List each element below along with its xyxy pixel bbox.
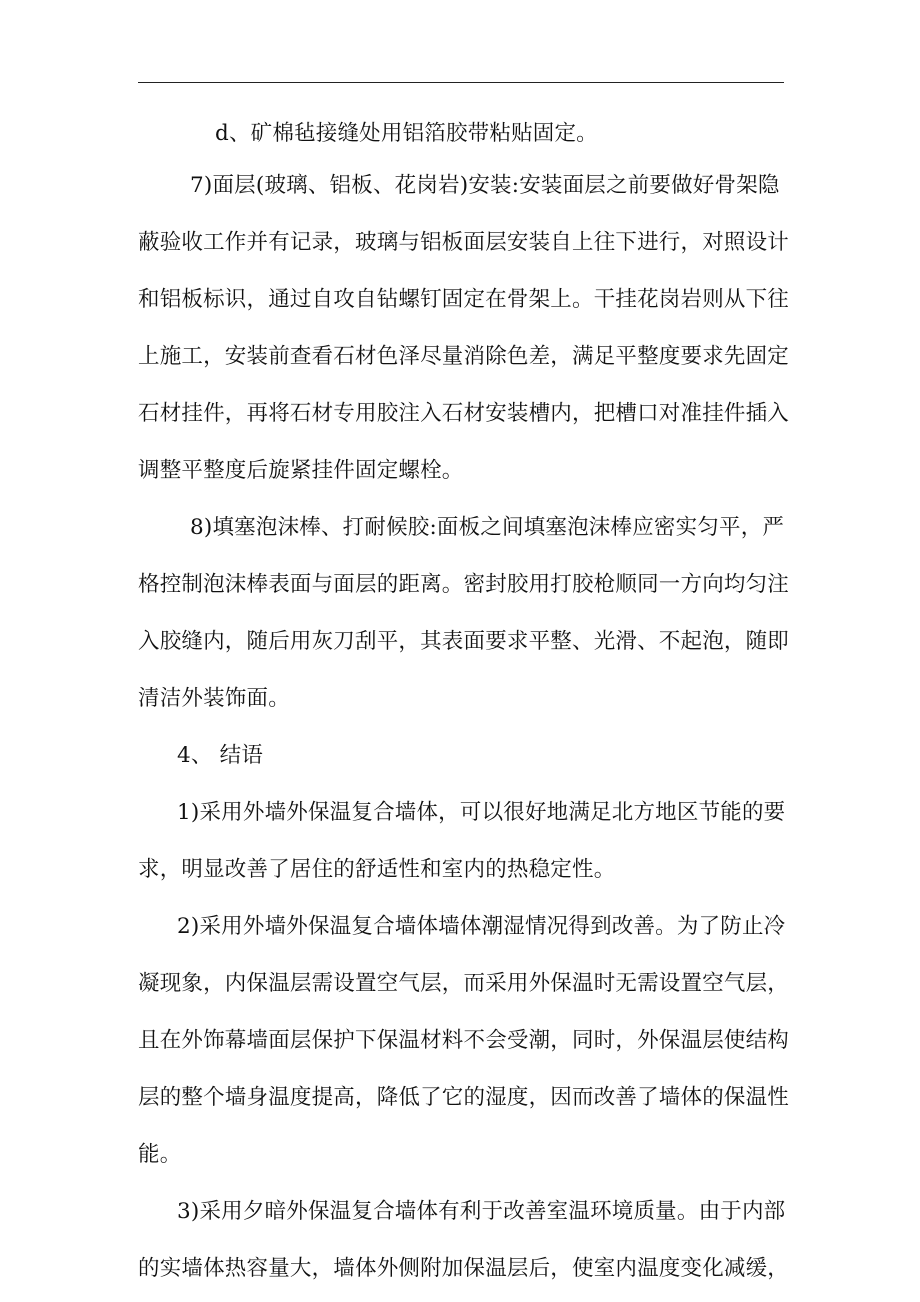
text-line: 清洁外装饰面。: [138, 686, 290, 711]
text-line: d、矿棉毡接缝处用铝箔胶带粘贴固定。: [215, 121, 598, 146]
text-line: 和铝板标识，通过自攻自钻螺钉固定在骨架上。干挂花岗岩则从下往: [138, 287, 790, 312]
text-line: 凝现象，内保温层需设置空气层，而采用外保温时无需设置空气层，: [138, 971, 790, 996]
text-line: 8)填塞泡沫棒、打耐候胶:面板之间填塞泡沫棒应密实匀平，严: [190, 515, 785, 540]
text-line: 求，明显改善了居住的舒适性和室内的热稳定性。: [138, 857, 616, 882]
header-rule: [138, 82, 784, 83]
text-line: 蔽验收工作并有记录，玻璃与铝板面层安装自上往下进行，对照设计: [138, 230, 790, 255]
text-line: 2)采用外墙外保温复合墙体墙体潮湿情况得到改善。为了防止冷: [177, 914, 786, 939]
text-line: 调整平整度后旋紧挂件固定螺栓。: [138, 458, 464, 483]
text-line: 入胶缝内，随后用灰刀刮平，其表面要求平整、光滑、不起泡，随即: [138, 629, 790, 654]
text-line: 上施工，安装前查看石材色泽尽量消除色差，满足平整度要求先固定: [138, 344, 790, 369]
text-line: 石材挂件，再将石材专用胶注入石材安装槽内，把槽口对准挂件插入: [138, 401, 790, 426]
text-line: 能。: [138, 1142, 182, 1167]
section-heading: 4、 结语: [177, 743, 264, 768]
text-line: 且在外饰幕墙面层保护下保温材料不会受潮，同时，外保温层使结构: [138, 1028, 790, 1053]
text-line: 7)面层(玻璃、铝板、花岗岩)安装:安装面层之前要做好骨架隐: [190, 173, 780, 198]
text-line: 的实墙体热容量大，墙体外侧附加保温层后，使室内温度变化减缓，: [138, 1256, 790, 1281]
text-line: 层的整个墙身温度提高，降低了它的湿度，因而改善了墙体的保温性: [138, 1085, 790, 1110]
text-line: 1)采用外墙外保温复合墙体，可以很好地满足北方地区节能的要: [177, 800, 786, 825]
text-line: 3)采用夕暗外保温复合墙体有利于改善室温环境质量。由于内部: [177, 1199, 786, 1224]
text-line: 格控制泡沫棒表面与面层的距离。密封胶用打胶枪顺同一方向均匀注: [138, 572, 790, 597]
